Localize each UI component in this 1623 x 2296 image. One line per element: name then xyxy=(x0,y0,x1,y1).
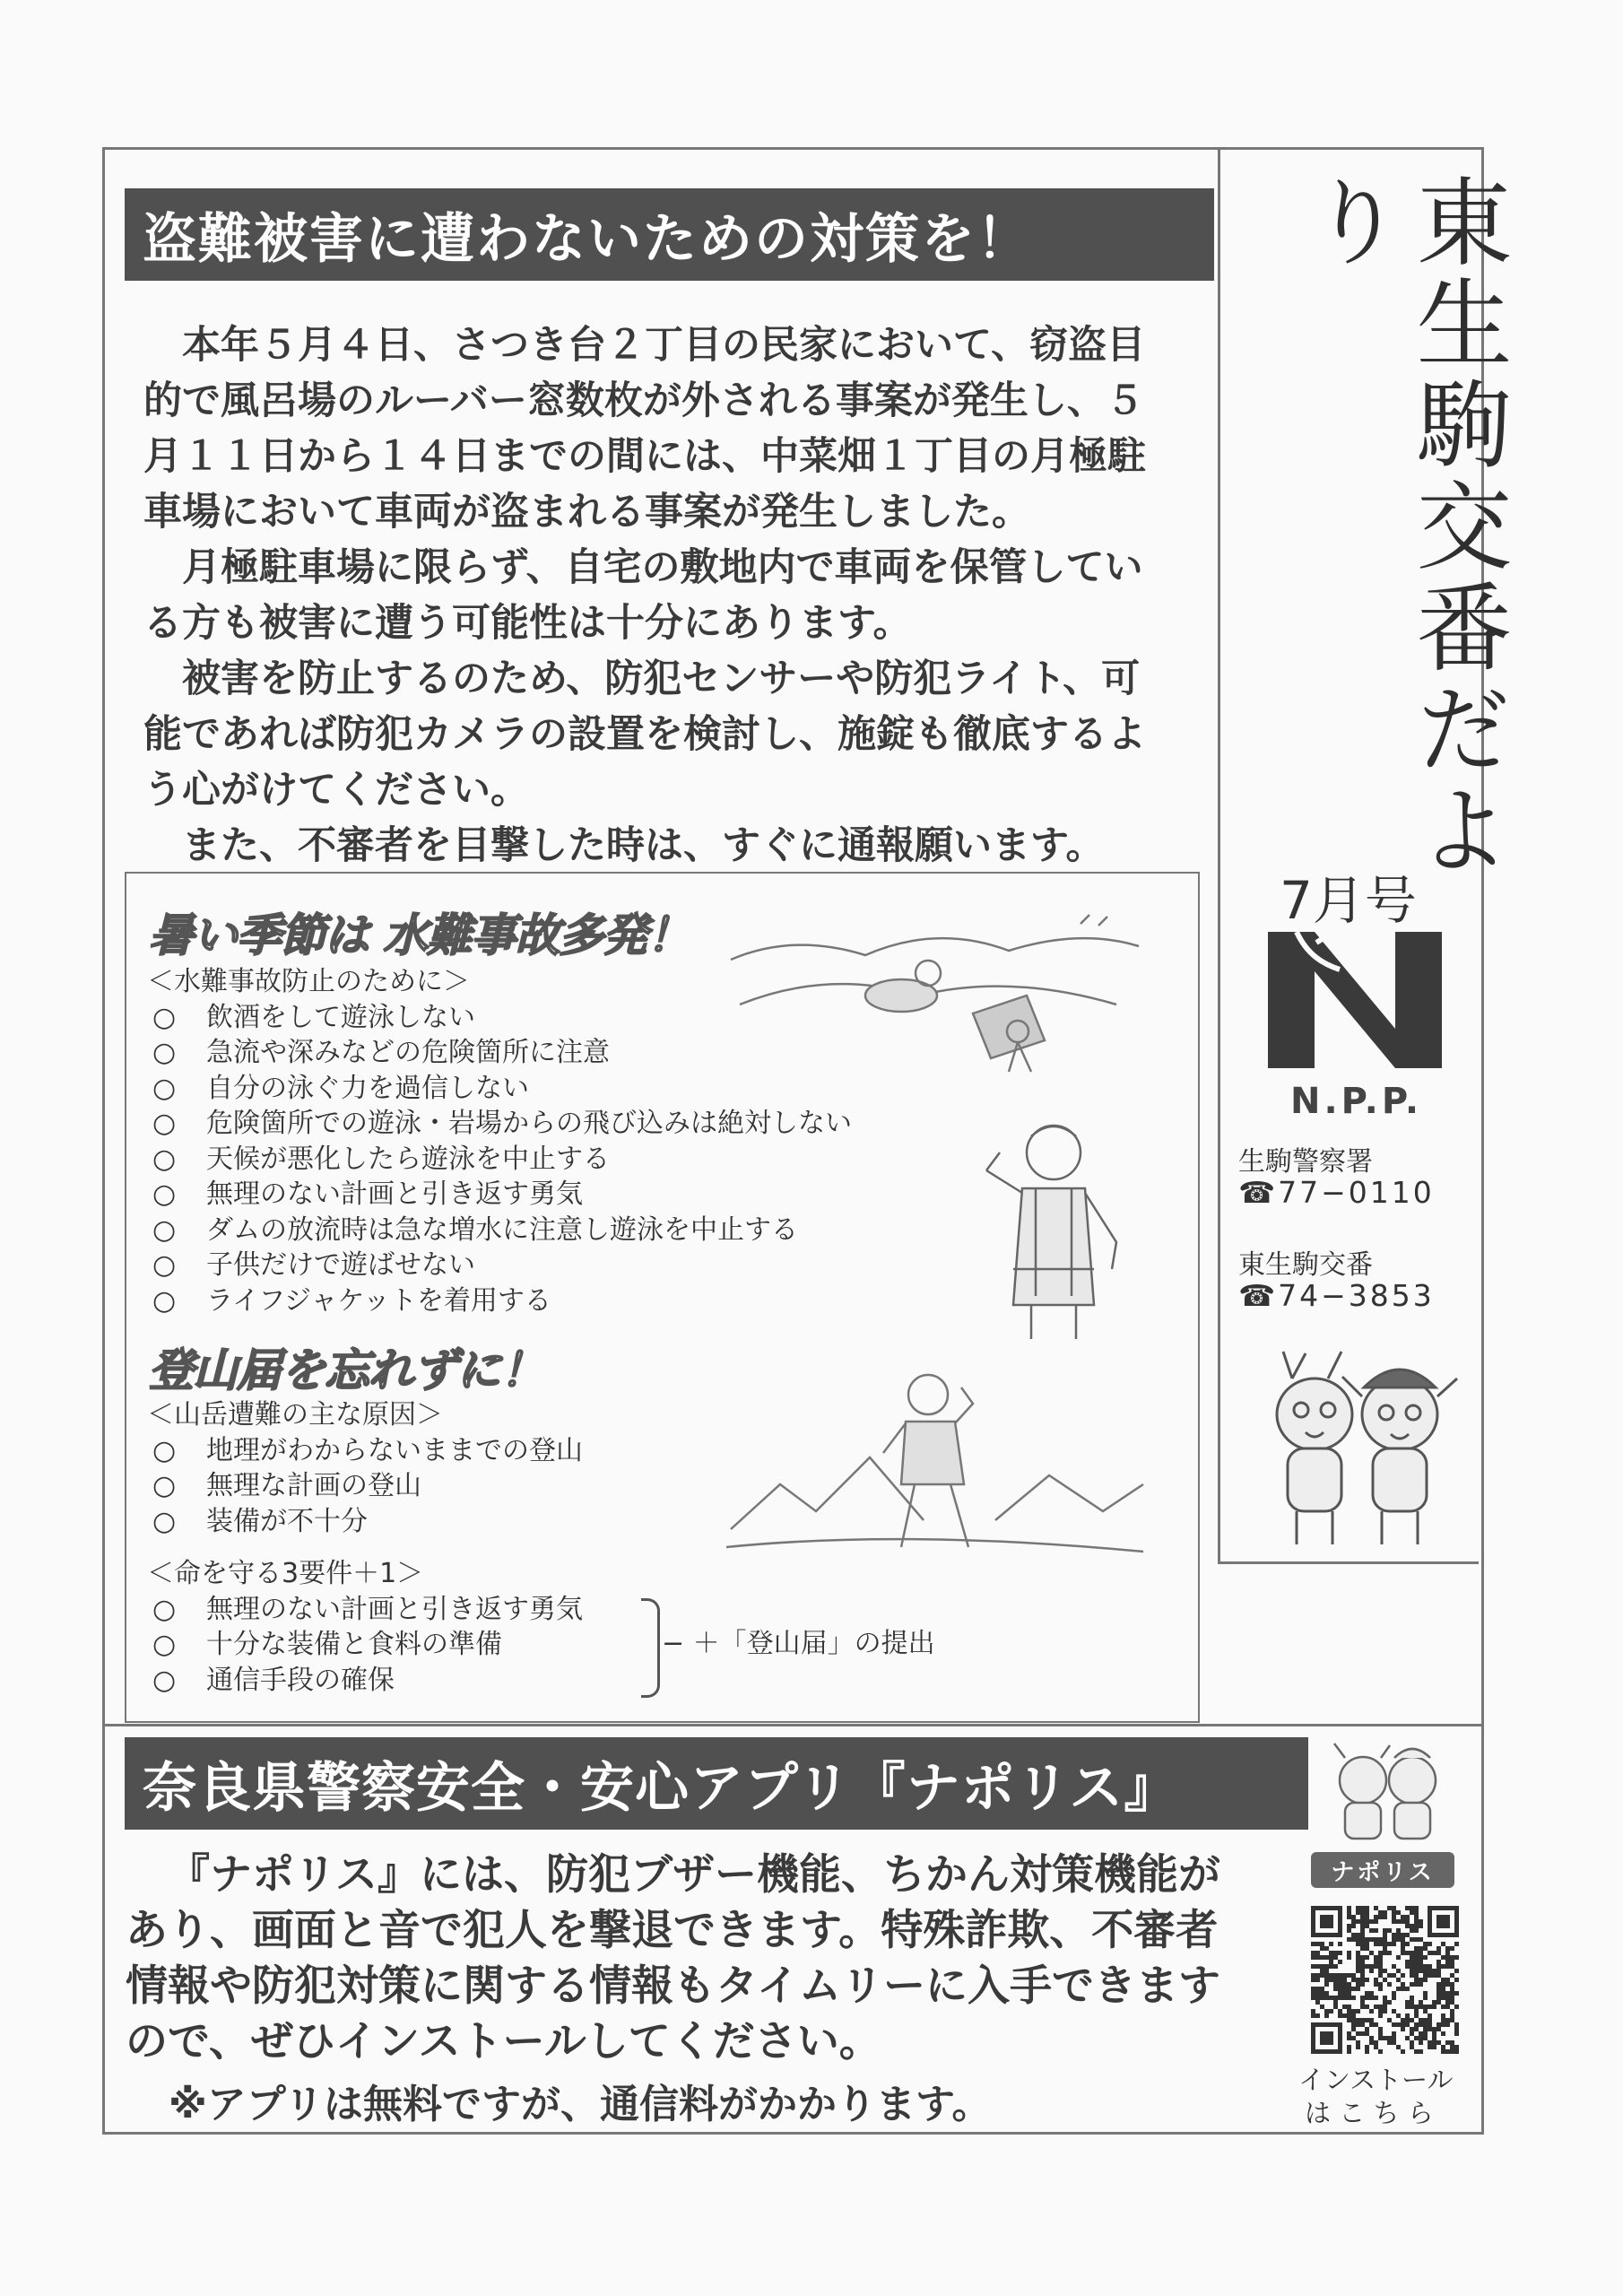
newsletter-title: 東生駒交番だより xyxy=(1292,172,1511,882)
police-station-phone: ☎77−0110 xyxy=(1238,1175,1435,1210)
water-list-header: ＜水難事故防止のために＞ xyxy=(147,966,470,997)
list-item: ○ 十分な装備と食料の準備 xyxy=(152,1629,502,1660)
mountain-climber-illustration xyxy=(726,1368,1148,1565)
napolis-badge xyxy=(1311,1852,1454,1888)
qr-code-icon xyxy=(1311,1906,1459,2054)
napolis-mascot-illustration xyxy=(1318,1740,1453,1848)
list-item: ○ ライフジャケットを着用する xyxy=(152,1284,551,1317)
list-item: ○ 地理がわからないままでの登山 xyxy=(152,1434,583,1466)
issue-number: 7月号 xyxy=(1280,870,1417,931)
theft-paragraph: 本年５月４日、さつき台２丁目の民家において、窃盗目的で風呂場のルーバー窓数枚が外される事案が発生し、５月１１日から１４日までの間には、中菜畑１丁目の月極駐車場において車両が盗まれる事案が発生しました。 xyxy=(143,323,1146,535)
qr-caption-install: インストール xyxy=(1298,2065,1454,2095)
theft-heading-text: 盗難被害に遭わないための対策を！ xyxy=(143,207,1032,271)
list-item: ○ 急流や深みなどの危険箇所に注意 xyxy=(152,1037,610,1068)
napolis-badge-label: ナポリス xyxy=(1331,1858,1435,1886)
list-item: ○ 危険箇所での遊泳・岩場からの飛び込みは絶対しない xyxy=(152,1108,852,1139)
koban-name: 東生駒交番 xyxy=(1238,1249,1373,1281)
section-divider xyxy=(102,1724,1481,1726)
river-swimmer-illustration xyxy=(722,906,1143,1081)
water-accident-title: 暑い季節は 水難事故多発！ xyxy=(149,909,691,961)
list-item: ○ 装備が不十分 xyxy=(152,1505,368,1537)
app-heading-text: 奈良県警察安全・安心アプリ『ナポリス』 xyxy=(143,1756,1179,1820)
theft-body xyxy=(143,317,1175,874)
plus-one-note: − ＋「登山届」の提出 xyxy=(662,1628,935,1659)
police-station-name: 生駒警察署 xyxy=(1238,1146,1373,1178)
list-item: ○ 無理のない計画と引き返す勇気 xyxy=(152,1178,583,1210)
mountain-causes-list xyxy=(147,1397,780,1539)
mountain-title: 登山届を忘れずに！ xyxy=(149,1344,544,1396)
list-item: ○ 通信手段の確保 xyxy=(152,1664,395,1696)
theft-paragraph: 月極駐車場に限らず、自宅の敷地内で車両を保管している方も被害に遭う可能性は十分にあります。 xyxy=(143,545,1143,646)
requirements-bracket xyxy=(641,1598,660,1698)
npp-logo-icon xyxy=(1261,928,1449,1072)
requirements-header: ＜命を守る3要件＋1＞ xyxy=(147,1558,424,1589)
list-item: ○ 自分の泳ぐ力を過信しない xyxy=(152,1072,529,1104)
list-item: ○ ダムの放流時は急な増水に注意し遊泳を中止する xyxy=(152,1213,798,1246)
lifejacket-person-illustration xyxy=(968,1117,1139,1341)
sidebar-bottom-line xyxy=(1218,1561,1479,1564)
logo-text: N.P.P. xyxy=(1290,1081,1423,1122)
install-qr-code[interactable] xyxy=(1311,1906,1459,2054)
theft-paragraph: 被害を防止するのため、防犯センサーや防犯ライト、可能であれば防犯カメラの設置を検討し、施錠も徹底するよう心がけてください。 xyxy=(143,657,1146,813)
theft-paragraph: また、不審者を目撃した時は、すぐに通報願います。 xyxy=(182,823,1105,868)
sidebar xyxy=(1220,150,1511,1561)
app-heading xyxy=(125,1737,1308,1830)
mascot-deer-illustration xyxy=(1256,1343,1462,1558)
list-item: ○ 無理な計画の登山 xyxy=(152,1470,421,1501)
list-item: ○ 無理のない計画と引き返す勇気 xyxy=(152,1593,583,1625)
app-fee-note: ※アプリは無料ですが、通信料がかかります。 xyxy=(169,2082,992,2127)
causes-header: ＜山岳遭難の主な原因＞ xyxy=(147,1399,443,1431)
app-body: 『ナポリス』には、防犯ブザー機能、ちかん対策機能があり、画面と音で犯人を撃退できます。特殊詐欺、不審者情報や防犯対策に関する情報もタイムリーに入手できますので、ぜひインストールしてください。 xyxy=(126,1850,1221,2066)
list-item: ○ 飲酒をして遊泳しない xyxy=(152,1001,475,1033)
koban-phone: ☎74−3853 xyxy=(1238,1278,1435,1313)
theft-heading xyxy=(125,188,1214,281)
list-item: ○ 子供だけで遊ばせない xyxy=(152,1249,475,1281)
qr-caption-here: は こ ち ら xyxy=(1305,2098,1434,2128)
list-item: ○ 天候が悪化したら遊泳を中止する xyxy=(152,1143,610,1175)
